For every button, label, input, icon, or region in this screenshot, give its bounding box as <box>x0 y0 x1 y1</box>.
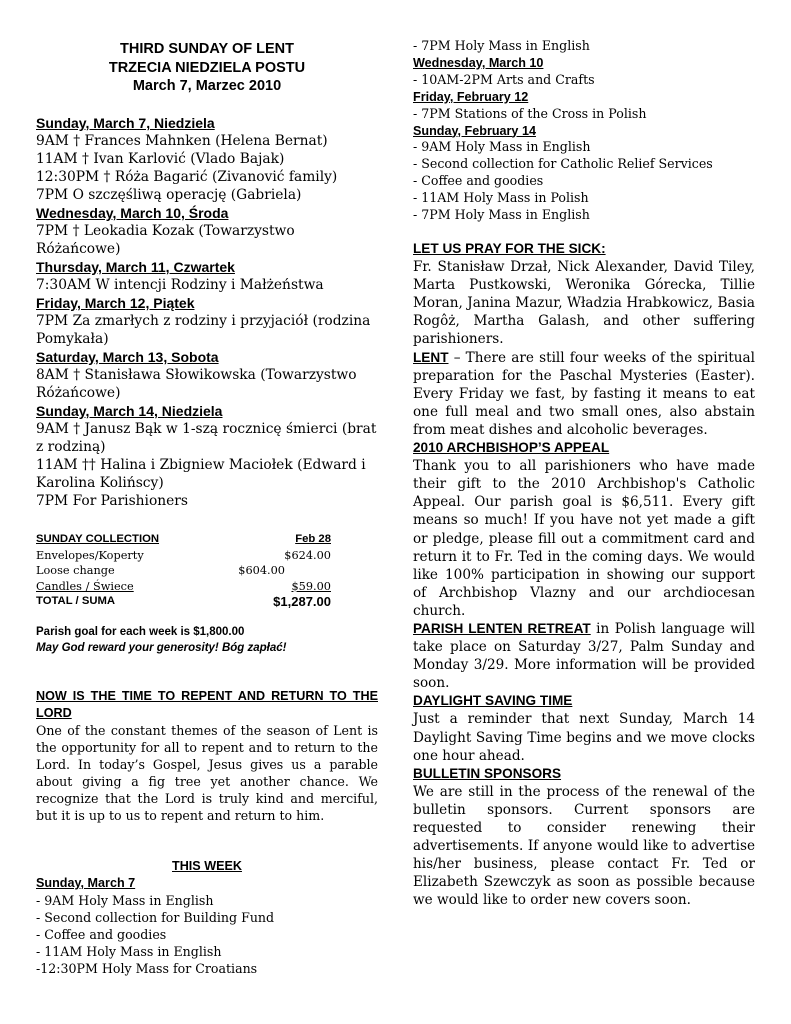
this-week-section <box>36 858 378 977</box>
week-item: - Second collection for Catholic Relief Services <box>413 156 713 172</box>
loose-value: $604.00 <box>238 564 285 577</box>
schedule-item: 8AM † Stanisława Słowikowska (Towarzystwo Różańcowe) <box>36 367 357 401</box>
title-line-1: THIRD SUNDAY OF LENT <box>119 41 294 57</box>
appeal-heading: 2010 ARCHBISHOP’S APPEAL <box>413 440 610 456</box>
candles-value: $59.00 <box>291 579 331 593</box>
retreat-body: in Polish language will take place on Saturday 3/27, Palm Sunday and Monday 3/29. More information will be provided soon. <box>413 620 755 692</box>
schedule-item: 7PM † Leokadia Kozak (Towarzystwo Różańcowe) <box>36 223 295 257</box>
collection-header: SUNDAY COLLECTION <box>36 533 160 545</box>
collection-goal <box>36 624 366 656</box>
goal-text: Parish goal for each week is $1,800.00 <box>36 626 245 638</box>
schedule-day: Thursday, March 11, Czwartek <box>36 259 235 275</box>
week-day: Sunday, February 14 <box>413 123 536 138</box>
title-line-3: March 7, Marzec 2010 <box>132 78 282 94</box>
sponsors-heading: BULLETIN SPONSORS <box>413 765 562 781</box>
schedule-item: 12:30PM † Róża Bagarić (Zivanović family) <box>36 169 338 185</box>
week-item: - 10AM-2PM Arts and Crafts <box>413 71 595 87</box>
reward-text: May God reward your generosity! Bóg zapłać! <box>36 642 287 654</box>
schedule-item: 7:30AM W intencji Rodziny i Małżeństwa <box>36 277 324 293</box>
week-item: - Coffee and goodies <box>413 173 544 189</box>
week-day: Friday, February 12 <box>413 89 529 104</box>
lent-heading: LENT <box>413 349 449 365</box>
week-item: - 7PM Stations of the Cross in Polish <box>413 105 647 121</box>
total-value: $1,287.00 <box>273 594 331 609</box>
schedule-item: 7PM For Parishioners <box>36 493 188 509</box>
schedule-item: 9AM † Janusz Bąk w 1-szą rocznicę śmierci (brat z rodziną) <box>36 421 377 455</box>
schedule-day: Friday, March 12, Piątek <box>36 295 195 311</box>
lent-paragraph <box>413 349 755 439</box>
schedule-day: Saturday, March 13, Sobota <box>36 349 219 365</box>
bulletin-title <box>36 40 378 96</box>
loose-label: Loose change <box>36 564 115 577</box>
mass-schedule <box>36 114 381 510</box>
this-week-heading: THIS WEEK <box>172 859 242 873</box>
schedule-item: 7PM O szczęśliwą operację (Gabriela) <box>36 187 302 203</box>
week-day: Wednesday, March 10 <box>413 55 544 70</box>
week-item: - Coffee and goodies <box>36 927 167 942</box>
sick-body: Fr. Stanisław Drzał, Nick Alexander, David Tiley, Marta Pustkowski, Weronika Górecka, Tillie Moran, Janina Mazur, Władzia Hrabkowicz, Basia Rogôż, Martha Galash, and other suffering parishioners. <box>413 259 755 348</box>
week-item: -12:30PM Holy Mass for Croatians <box>36 961 258 976</box>
schedule-item: 11AM † Ivan Karlović (Vlado Bajak) <box>36 151 285 167</box>
envelopes-label: Envelopes/Koperty <box>36 548 144 562</box>
this-week-continued <box>413 38 755 224</box>
schedule-day: Sunday, March 7, Niedziela <box>36 115 215 131</box>
schedule-day: Wednesday, March 10, Środa <box>36 205 229 221</box>
repent-body: One of the constant themes of the season of Lent is the opportunity for all to repent and to return to the Lord. In today’s Gospel, Jesus gives us a parable about giving a fig tree yet another chance. We recognize that the Lord is truly kind and merciful, but it is up to us to repent and return to him. <box>36 723 378 823</box>
total-label: TOTAL / SUMA <box>36 595 116 607</box>
dst-heading: DAYLIGHT SAVING TIME <box>413 693 573 709</box>
retreat-paragraph <box>413 620 755 692</box>
sponsors-body: We are still in the process of the renewal of the bulletin sponsors. Current sponsors are requested to consider renewing their advertisements. If anyone would like to advertise his/her business, please contact Fr. Ted or Elizabeth Szewczyk as soon as possible because we would like to order new covers soon. <box>413 783 755 909</box>
lent-body: – There are still four weeks of the spiritual preparation for the Paschal Mysteries (Easter). Every Friday we fast, by fasting it means to eat one full meal and two small ones, also abstain from meat dishes and alcoholic beverages. <box>413 349 755 438</box>
schedule-day: Sunday, March 14, Niedziela <box>36 403 223 419</box>
sick-heading: LET US PRAY FOR THE SICK: <box>413 241 606 256</box>
week-item: - 7PM Holy Mass in English <box>413 207 590 223</box>
dst-body: Just a reminder that next Sunday, March 14 Daylight Saving Time begins and we move clocks one hour ahead. <box>413 711 755 764</box>
sunday-collection <box>36 532 331 610</box>
retreat-heading: PARISH LENTEN RETREAT <box>413 620 591 636</box>
week-item: - 9AM Holy Mass in English <box>36 893 214 908</box>
repent-heading: NOW IS THE TIME TO REPENT AND RETURN TO THE LORD <box>36 689 378 720</box>
week-item: - Second collection for Building Fund <box>36 910 275 925</box>
announcements <box>413 240 755 909</box>
week-item: - 7PM Holy Mass in English <box>413 38 590 53</box>
week-item: - 11AM Holy Mass in English <box>36 944 222 959</box>
week-day: Sunday, March 7 <box>36 876 136 890</box>
schedule-item: 11AM †† Halina i Zbigniew Maciołek (Edward i Karolina Kolińscy) <box>36 457 366 491</box>
schedule-item: 7PM Za zmarłych z rodziny i przyjaciół (rodzina Pomykała) <box>36 313 371 347</box>
title-line-2: TRZECIA NIEDZIELA POSTU <box>108 59 306 76</box>
repent-section <box>36 688 378 824</box>
week-item: - 11AM Holy Mass in Polish <box>413 190 589 206</box>
appeal-body: Thank you to all parishioners who have made their gift to the 2010 Archbishop's Catholic Appeal. Our parish goal is $6,511. Every gift means so much! If you have not yet made a gift or pledge, please fill out a commitment card and return it to Fr. Ted in the coming days. We would like 100% participation in showing our support of Archbishop Vlazny and our archdiocesan church. <box>413 458 755 619</box>
schedule-item: 9AM † Frances Mahnken (Helena Bernat) <box>36 133 328 149</box>
envelopes-value: $624.00 <box>284 548 331 562</box>
week-item: - 9AM Holy Mass in English <box>413 139 591 155</box>
collection-date: Feb 28 <box>295 533 331 545</box>
candles-label: Candles / Świece <box>36 579 134 593</box>
